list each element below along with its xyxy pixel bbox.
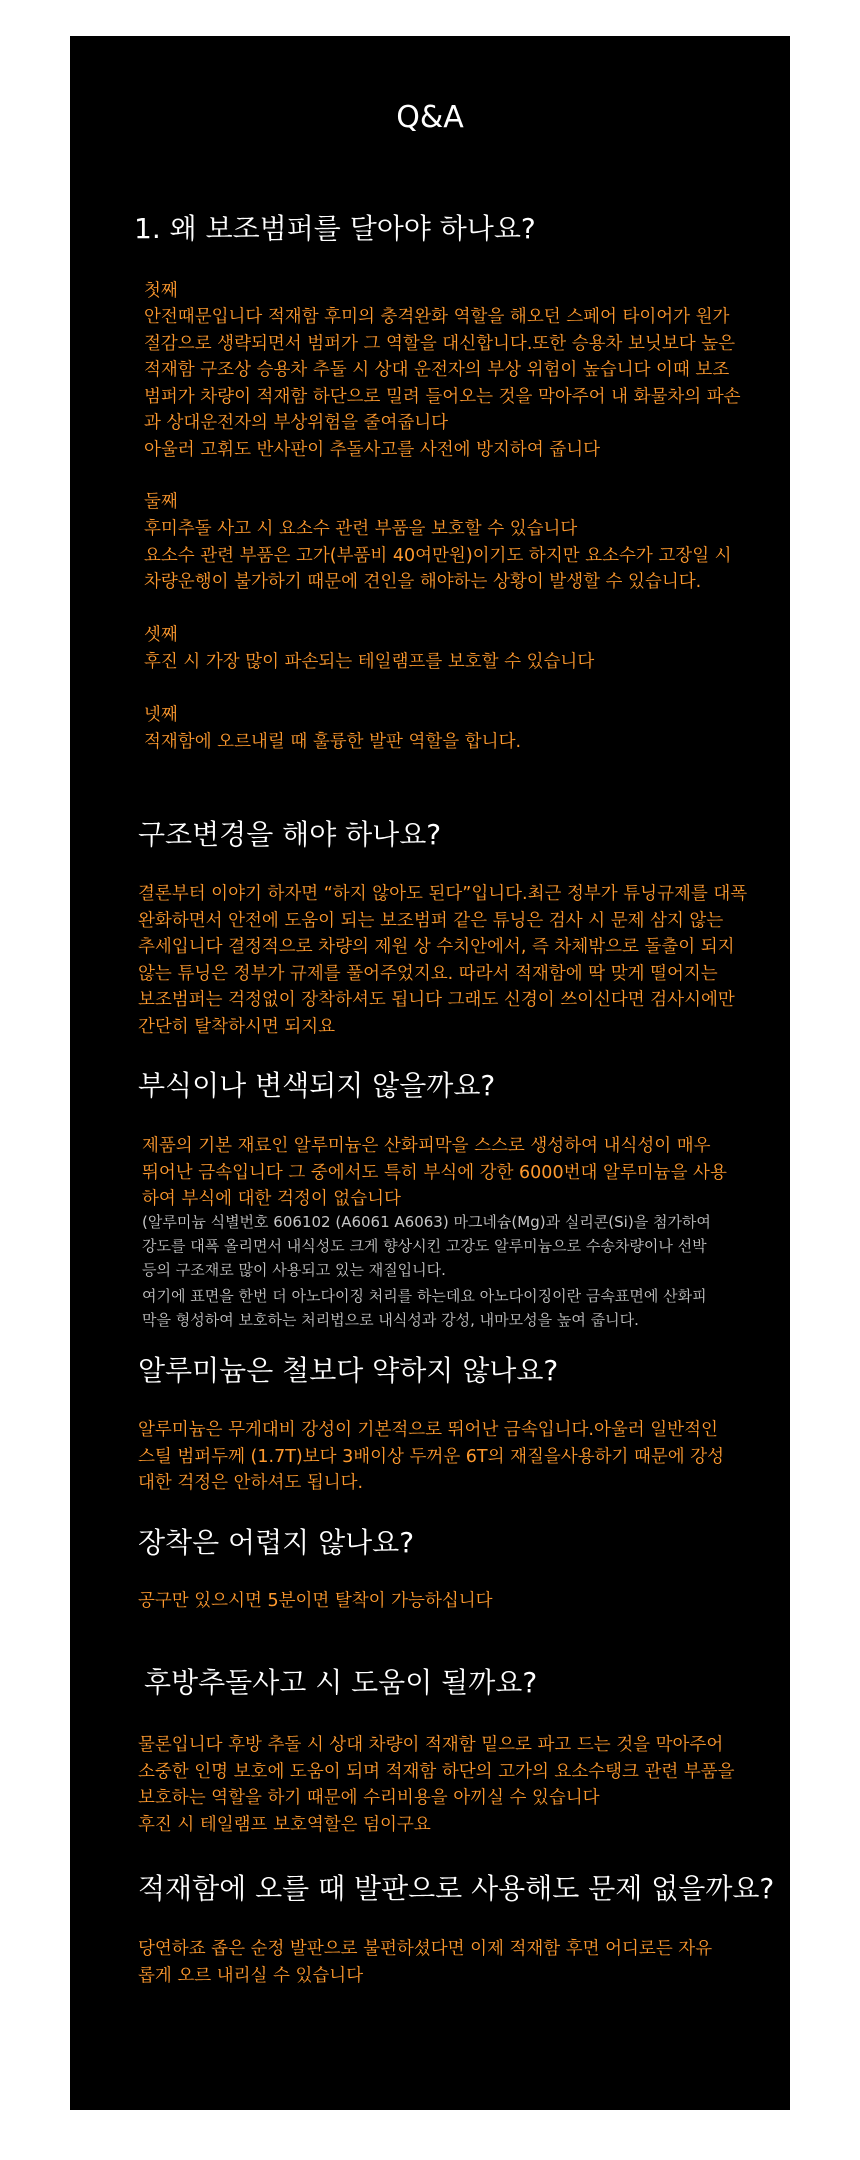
section-heading: 구조변경을 해야 하나요? [138,818,442,851]
section-heading: 1. 왜 보조범퍼를 달아야 하나요? [134,212,536,245]
qa-panel [70,36,790,2110]
section-note: (알루미늄 식별번호 606102 (A6061 A6063) 마그네슘(Mg)과 실리콘(Si)을 첨가하여 강도를 대폭 올리면서 내식성도 크게 향상시킨 고강도 알루미늄으로 수송차량이나 선박 등의 구조재로 많이 사용되고 있는 재질입니다. [142,1213,711,1279]
item-label: 첫째 [144,281,178,301]
section-note: 여기에 표면을 한번 더 아노다이징 처리를 하는데요 아노다이징이란 금속표면에 산화피 막을 형성하여 보호하는 처리법으로 내식성과 강성, 내마모성을 높여 줍니다. [142,1287,707,1329]
item-label: 넷째 [144,705,178,725]
item-label: 셋째 [144,625,178,645]
section-heading: 부식이나 변색되지 않을까요? [138,1069,496,1102]
item-text: 적재함에 오르내릴 때 훌륭한 발판 역할을 합니다. [144,732,522,752]
section-heading: 후방추돌사고 시 도움이 될까요? [144,1666,538,1699]
section-heading: 장착은 어렵지 않나요? [138,1526,415,1559]
section-text: 결론부터 이야기 하자면 “하지 않아도 된다”입니다.최근 정부가 튜닝규제를 대폭 완화하면서 안전에 도움이 되는 보조범퍼 같은 튜닝은 검사 시 문제 삼지 않는 추세입니다 결정적으로 차량의 제원 상 수치안에서, 즉 차체밖으로 돌출이 되지 않는 튜닝은 정부가 규제를 풀어주었지요. 따라서 적재함에 딱 맞게 떨어지는 보조범퍼는 걱정없이 장착하셔도 됩니다 그래도 신경이 쓰이신다면 검사시에만 간단히 탈착하시면 되지요 [138,884,748,1037]
item-text: 후미추돌 사고 시 요소수 관련 부품을 보호할 수 있습니다 요소수 관련 부품은 고가(부품비 40여만원)이기도 하지만 요소수가 고장일 시 차량운행이 불가하기 때문에 견인을 해야하는 상황이 발생할 수 있습니다. [144,519,732,593]
item-text: 안전때문입니다 적재함 후미의 충격완화 역할을 해오던 스페어 타이어가 원가 절감으로 생략되면서 범퍼가 그 역할을 대신합니다.또한 승용차 보닛보다 높은 적재함 구조상 승용차 추돌 시 상대 운전자의 부상 위험이 높습니다 이때 보조 범퍼가 차량이 적재함 하단으로 밀려 들어오는 것을 막아주어 내 화물차의 파손 과 상대운전자의 부상위험을 줄여줍니다 아울러 고휘도 반사판이 추돌사고를 사전에 방지하여 줍니다 [144,307,741,460]
section-text: 물론입니다 후방 추돌 시 상대 차량이 적재함 밑으로 파고 드는 것을 막아주어 소중한 인명 보호에 도움이 되며 적재함 하단의 고가의 요소수탱크 관련 부품을 보호하는 역할을 하기 때문에 수리비용을 아끼실 수 있습니다 후진 시 테일램프 보호역할은 덤이구요 [138,1735,735,1835]
section-text: 공구만 있으시면 5분이면 탈착이 가능하십니다 [138,1591,493,1611]
page-title: Q&A [396,100,464,135]
section-heading: 알루미늄은 철보다 약하지 않나요? [138,1354,559,1387]
section-text: 알루미늄은 무게대비 강성이 기본적으로 뛰어난 금속입니다.아울러 일반적인 스틸 범퍼두께 (1.7T)보다 3배이상 두꺼운 6T의 재질을사용하기 때문에 강성 대한 걱정은 안하셔도 됩니다. [138,1420,725,1494]
section-heading: 적재함에 오를 때 발판으로 사용해도 문제 없을까요? [138,1872,775,1905]
section-text: 제품의 기본 재료인 알루미늄은 산화피막을 스스로 생성하여 내식성이 매우 뛰어난 금속입니다 그 중에서도 특히 부식에 강한 6000번대 알루미늄을 사용 하여 부식에 대한 걱정이 없습니다 [142,1136,727,1210]
section-text: 당연하죠 좁은 순정 발판으로 불편하셨다면 이제 적재함 후면 어디로든 자유 롭게 오르 내리실 수 있습니다 [138,1939,713,1986]
item-text: 후진 시 가장 많이 파손되는 테일램프를 보호할 수 있습니다 [144,652,595,672]
item-label: 둘째 [144,492,178,512]
